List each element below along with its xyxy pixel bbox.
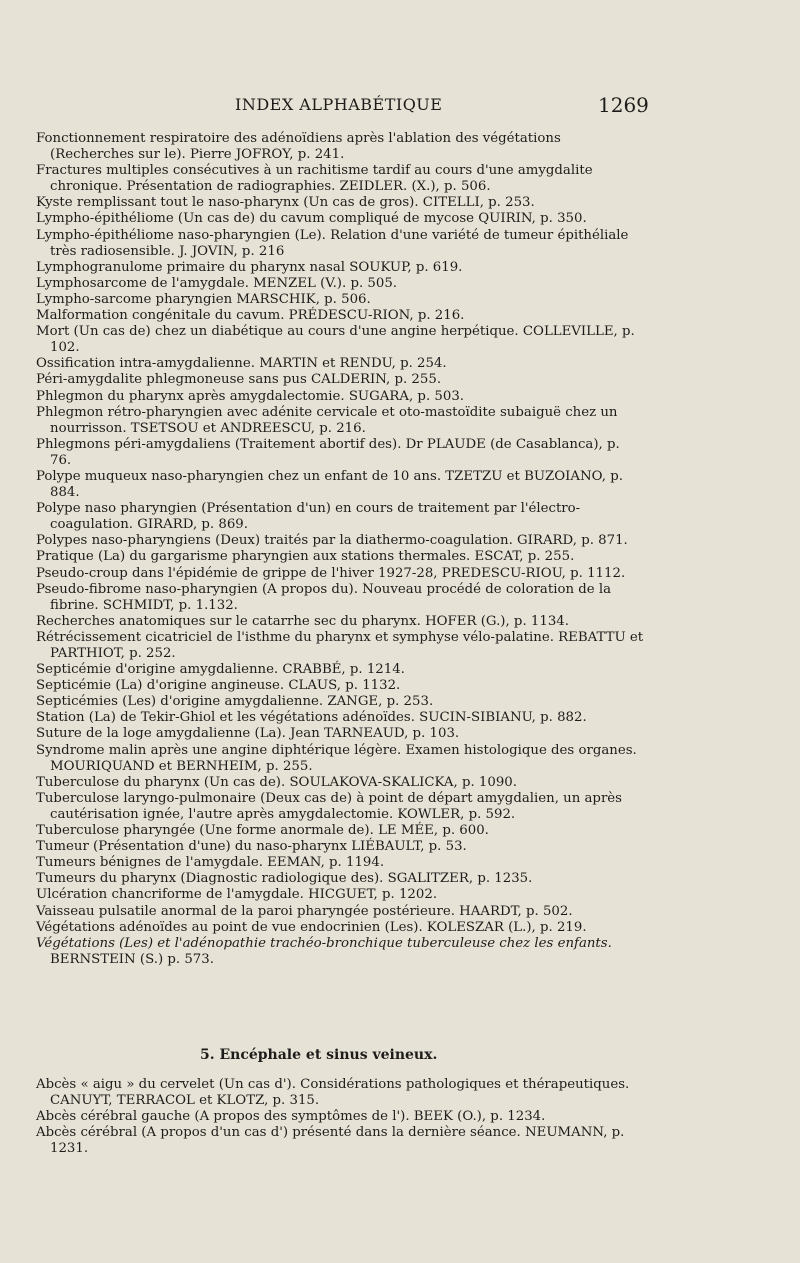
index-entry: Tumeurs bénignes de l'amygdale. EEMAN, p. 1194. xyxy=(36,855,385,871)
index-entry: Tumeurs du pharynx (Diagnostic radiologique des). SGALITZER, p. 1235. xyxy=(36,871,533,887)
index-entry: Lympho-épithéliome (Un cas de) du cavum compliqué de mycose QUIRIN, p. 350. xyxy=(36,211,587,227)
index-entry: Phlegmons péri-amygdaliens (Traitement abortif des). Dr PLAUDE (de Casablanca), p. 76. xyxy=(36,436,620,468)
index-entry: Ossification intra-amygdalienne. MARTIN et RENDU, p. 254. xyxy=(36,356,447,372)
index-entry: Lymphogranulome primaire du pharynx nasal SOUKUP, p. 619. xyxy=(36,259,463,275)
index-entry: Lympho-sarcome pharyngien MARSCHIK, p. 506. xyxy=(36,291,371,307)
index-entry: Pseudo-croup dans l'épidémie de grippe de l'hiver 1927-28, PREDESCU-RIOU, p. 1112. xyxy=(36,565,626,581)
index-entry: Lymphosarcome de l'amygdale. MENZEL (V.). p. 505. xyxy=(36,275,398,291)
index-entry: Ulcération chancriforme de l'amygdale. HICGUET, p. 1202. xyxy=(36,887,438,903)
index-entry: Vaisseau pulsatile anormal de la paroi pharyngée postérieure. HAARDT, p. 502. xyxy=(36,903,573,919)
entry-author-page: BERNSTEIN (S.) p. 573. xyxy=(50,951,214,967)
index-entry: Septicémies (Les) d'origine amygdalienne. ZANGE, p. 253. xyxy=(36,694,434,710)
index-entry: Fractures multiples consécutives à un rachitisme tardif au cours d'une amygdalite chronique. Présentation de radiographies. ZEIDLER. (X.), p. 506. xyxy=(36,163,593,195)
entry-italic-title: Végétations (Les) et l'adénopathie trachéo-bronchique tuberculeuse chez les enfants. xyxy=(36,935,612,951)
index-entry: Syndrome malin après une angine diphtérique légère. Examen histologique des organes. MOURIQUAND et BERNHEIM, p. 255. xyxy=(36,742,637,774)
index-entry: Polype naso pharyngien (Présentation d'un) en cours de traitement par l'électro-coagulation. GIRARD, p. 869. xyxy=(36,501,581,533)
section-title: 5. Encéphale et sinus veineux. xyxy=(200,1047,438,1063)
page-header xyxy=(0,93,800,119)
index-entry: Abcès « aigu » du cervelet (Un cas d'). Considérations pathologiques et thérapeutiques. CANUYT, TERRACOL et KLOTZ, p. 315. xyxy=(36,1077,630,1109)
index-entry: Péri-amygdalite phlegmoneuse sans pus CALDERIN, p. 255. xyxy=(36,372,442,388)
index-entry: Septicémie d'origine amygdalienne. CRABBÉ, p. 1214. xyxy=(36,662,405,678)
section-index-entries xyxy=(36,1077,644,1157)
index-entry: Pseudo-fibrome naso-pharyngien (A propos du). Nouveau procédé de coloration de la fibrine. SCHMIDT, p. 1.132. xyxy=(36,581,612,613)
index-entry: Tumeur (Présentation d'une) du naso-pharynx LIÉBAULT, p. 53. xyxy=(36,839,467,855)
index-entry: Phlegmon rétro-pharyngien avec adénite cervicale et oto-mastoïdite subaiguë chez un nourrisson. TSETSOU et ANDREESCU, p. 216. xyxy=(36,404,618,436)
index-entry: Recherches anatomiques sur le catarrhe sec du pharynx. HOFER (G.), p. 1134. xyxy=(36,613,569,629)
running-title: INDEX ALPHABÉTIQUE xyxy=(235,95,443,114)
index-entry: Tuberculose laryngo-pulmonaire (Deux cas de) à point de départ amygdalien, un après cautérisation ignée, l'autre après amygdalectomie. KOWLER, p. 592. xyxy=(36,790,622,822)
page-number: 1269 xyxy=(598,93,649,117)
index-entry: Septicémie (La) d'origine angineuse. CLAUS, p. 1132. xyxy=(36,678,401,694)
index-entry: Tuberculose pharyngée (Une forme anormale de). LE MÉE, p. 600. xyxy=(36,823,489,839)
index-entry: Malformation congénitale du cavum. PRÉDESCU-RION, p. 216. xyxy=(36,308,465,324)
index-entry: Végétations adénoïdes au point de vue endocrinien (Les). KOLESZAR (L.), p. 219. xyxy=(36,919,587,935)
index-entry: Phlegmon du pharynx après amygdalectomie. SUGARA, p. 503. xyxy=(36,388,465,404)
index-entry: Tuberculose du pharynx (Un cas de). SOULAKOVA-SKALICKA, p. 1090. xyxy=(36,774,517,790)
index-entry: Pratique (La) du gargarisme pharyngien aux stations thermales. ESCAT, p. 255. xyxy=(36,549,575,565)
index-entry: Kyste remplissant tout le naso-pharynx (Un cas de gros). CITELLI, p. 253. xyxy=(36,195,535,211)
index-entry xyxy=(36,936,644,968)
index-entry: Abcès cérébral (A propos d'un cas d') présenté dans la dernière séance. NEUMANN, p. 1231. xyxy=(36,1125,625,1157)
index-entry: Mort (Un cas de) chez un diabétique au cours d'une angine herpétique. COLLEVILLE, p. 102. xyxy=(36,324,635,356)
index-entries xyxy=(36,131,644,968)
index-entry: Rétrécissement cicatriciel de l'isthme du pharynx et symphyse vélo-palatine. REBATTU et PARTHIOT, p. 252. xyxy=(36,629,644,661)
index-entry: Polype muqueux naso-pharyngien chez un enfant de 10 ans. TZETZU et BUZOIANO, p. 884. xyxy=(36,468,623,501)
index-entry: Polypes naso-pharyngiens (Deux) traités par la diathermo-coagulation. GIRARD, p. 871. xyxy=(36,533,628,549)
index-entry: Abcès cérébral gauche (A propos des symptômes de l'). BEEK (O.), p. 1234. xyxy=(36,1109,546,1125)
index-entry: Fonctionnement respiratoire des adénoïdiens après l'ablation des végétations (Recherches sur le). Pierre JOFROY, p. 241. xyxy=(36,131,561,163)
index-entry: Lympho-épithéliome naso-pharyngien (Le). Relation d'une variété de tumeur épithéliale très radiosensible. J. JOVIN, p. 216 xyxy=(36,227,629,259)
index-entry: Suture de la loge amygdalienne (La). Jean TARNEAUD, p. 103. xyxy=(36,726,460,742)
index-entry: Station (La) de Tekir-Ghiol et les végétations adénoïdes. SUCIN-SIBIANU, p. 882. xyxy=(36,710,587,726)
